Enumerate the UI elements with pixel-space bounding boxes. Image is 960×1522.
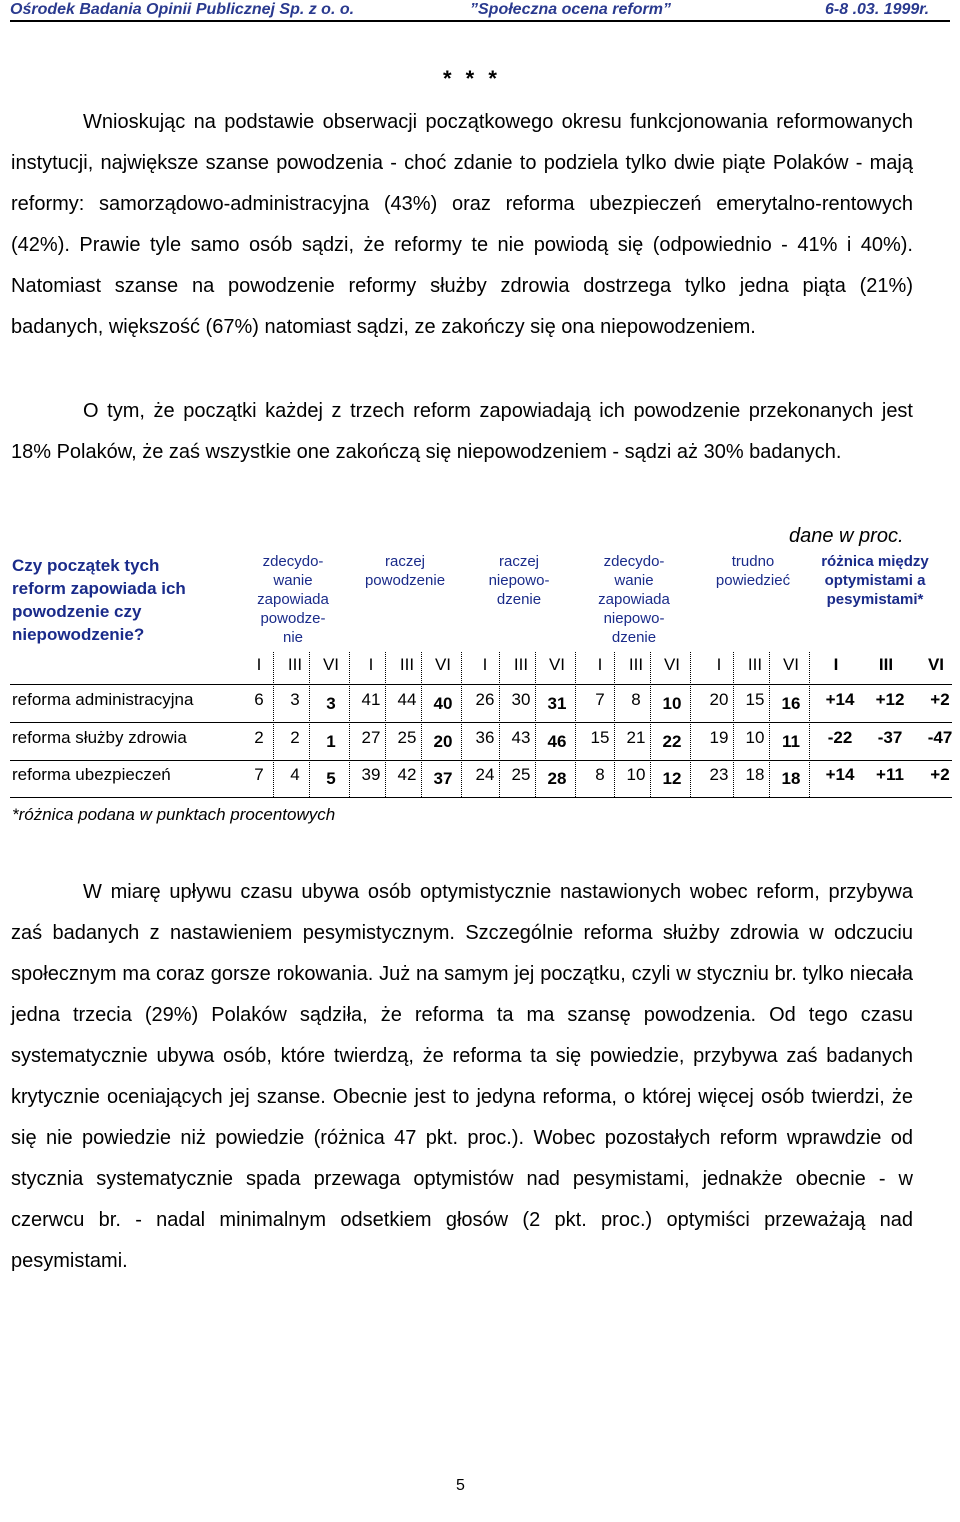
column-divider (614, 652, 615, 797)
wave-subheader: VI (782, 655, 800, 674)
wave-subheader: VI (322, 655, 340, 674)
column-header: trudno powiedzieć (715, 553, 791, 589)
wave-subheader: VI (548, 655, 566, 674)
paragraph-summary: O tym, że początki każdej z trzech reform zapowiadają ich powodzenie przekonanych jest 18% Polaków, że zaś wszystkie one zakończą się niepowodzeniem - sądzi aż 30% badanych. (11, 400, 913, 463)
table-row-label: reforma służby zdrowia (12, 728, 187, 747)
table-cell: +14 (825, 690, 855, 709)
table-cell: 25 (511, 765, 531, 784)
table-cell: 46 (547, 732, 567, 751)
table-cell: 3 (290, 690, 300, 709)
table-cell: 36 (475, 728, 495, 747)
header-institution: Ośrodek Badania Opinii Publicznej Sp. z o. o. (10, 1, 355, 18)
wave-subheader: I (833, 655, 839, 674)
table-cell: +2 (930, 690, 950, 709)
column-divider (809, 652, 810, 797)
table-cell: 27 (361, 728, 381, 747)
table-cell: 42 (397, 765, 417, 784)
table-cell: -22 (827, 728, 853, 747)
wave-subheader: III (287, 655, 303, 674)
table-cell: 8 (595, 765, 605, 784)
wave-subheader: I (368, 655, 374, 674)
column-header: raczej powodzenie (364, 553, 446, 589)
table-cell: 43 (511, 728, 531, 747)
column-divider (273, 652, 274, 797)
unit-note: dane w proc. (789, 525, 904, 547)
wave-subheader: I (482, 655, 488, 674)
column-header: raczej niepowo- dzenie (488, 553, 550, 608)
table-cell: 3 (326, 694, 336, 713)
page-number: 5 (456, 1477, 465, 1494)
table-cell: 37 (433, 769, 453, 788)
table-cell: 2 (254, 728, 264, 747)
header-date: 6-8 .03. 1999r. (825, 1, 930, 18)
table-cell: 19 (709, 728, 729, 747)
wave-subheader: III (878, 655, 894, 674)
wave-subheader: VI (663, 655, 681, 674)
table-cell: 30 (511, 690, 531, 709)
table-cell: 40 (433, 694, 453, 713)
table-cell: 15 (745, 690, 765, 709)
table-cell: 22 (662, 732, 682, 751)
wave-subheader: III (628, 655, 644, 674)
column-header: różnica między optymistami a pesymistami* (821, 553, 929, 608)
table-cell: +11 (876, 765, 904, 784)
table-rule (10, 722, 952, 723)
table-cell: 24 (475, 765, 495, 784)
column-divider (650, 652, 651, 797)
table-cell: 31 (547, 694, 567, 713)
table-cell: 25 (397, 728, 417, 747)
table-cell: 8 (631, 690, 641, 709)
table-cell: 39 (361, 765, 381, 784)
wave-subheader: III (747, 655, 763, 674)
wave-subheader: I (256, 655, 262, 674)
table-cell: 23 (709, 765, 729, 784)
column-divider (349, 652, 350, 797)
wave-subheader: I (597, 655, 603, 674)
column-divider (690, 652, 691, 797)
table-cell: 18 (745, 765, 765, 784)
table-footnote: *różnica podana w punktach procentowych (12, 805, 336, 824)
column-divider (461, 652, 462, 797)
table-rule (10, 684, 952, 685)
column-divider (575, 652, 576, 797)
column-header: zdecydo- wanie zapowiada niepowo- dzenie (598, 553, 670, 646)
wave-subheader: III (513, 655, 529, 674)
table-cell: +12 (875, 690, 905, 709)
table-cell: 41 (361, 690, 381, 709)
table-cell: 5 (326, 769, 336, 788)
page-header (10, 0, 950, 22)
table-cell: 10 (626, 765, 646, 784)
table-cell: -47 (927, 728, 953, 747)
column-divider (309, 652, 310, 797)
table-question: Czy początek tych reform zapowiada ich powodzenie czy niepowodzenie? (12, 556, 186, 644)
table-cell: 16 (781, 694, 801, 713)
table-rule (10, 797, 952, 798)
paragraph-intro: Wnioskując na podstawie obserwacji początkowego okresu funkcjonowania reformowanych instytucji, największe szanse powodzenia - choć zdanie to podziela tylko dwie piąte Polaków - mają reformy: samorządowo-administracyjna (43%) oraz reforma ubezpieczeń emerytalno-rentowych (42%). Prawie tyle samo osób sądzi, że reformy te nie powiodą się (odpowiednio - 41% i 40%). Natomiast szanse na powodzenie reformy służby zdrowia dostrzega tylko jedna piąta (21%) badanych, większość (67%) natomiast sądzi, ze zakończy się ona niepowodzeniem. (11, 111, 913, 338)
column-divider (733, 652, 734, 797)
table-cell: -37 (877, 728, 903, 747)
table-cell: 20 (433, 732, 453, 751)
table-cell: 21 (626, 728, 646, 747)
wave-subheader: VI (927, 655, 945, 674)
table-cell: 7 (254, 765, 264, 784)
table-rule (10, 760, 952, 761)
table-cell: 7 (595, 690, 605, 709)
table-row-label: reforma administracyjna (12, 690, 194, 709)
column-divider (499, 652, 500, 797)
table-cell: 15 (590, 728, 610, 747)
table-cell: +2 (930, 765, 950, 784)
column-divider (535, 652, 536, 797)
table-cell: 6 (254, 690, 264, 709)
table-cell: 2 (290, 728, 300, 747)
table-row-label: reforma ubezpieczeń (12, 765, 171, 784)
table-cell: 10 (662, 694, 682, 713)
column-divider (421, 652, 422, 797)
header-report-title: ”Społeczna ocena reform” (470, 1, 671, 18)
table-cell: 10 (745, 728, 765, 747)
table-cell: 11 (782, 732, 800, 751)
column-divider (385, 652, 386, 797)
section-separator: * * * (443, 66, 501, 91)
table-cell: 28 (547, 769, 567, 788)
table-cell: 4 (290, 765, 300, 784)
wave-subheader: I (716, 655, 722, 674)
table-cell: 12 (662, 769, 682, 788)
table-cell: 26 (475, 690, 495, 709)
table-cell: 44 (397, 690, 417, 709)
paragraph-trend: W miarę upływu czasu ubywa osób optymistycznie nastawionych wobec reform, przybywa zaś badanych z nastawieniem pesymistycznym. Szczególnie reforma służby zdrowia w odczuciu społecznym ma coraz gorsze rokowania. Już na samym jej początku, czyli w styczniu br. tylko niecała jedna trzecia (29%) Polaków sądziła, że reforma ta ma szansę powodzenia. Od tego czasu systematycznie ubywa osób, które twierdzą, że reforma ta się powiedzie, przybywa zaś badanych krytycznie oceniających jej szanse. Obecnie jest to jedyna reforma, o której więcej osób twierdzi, że się nie powiedzie niż powiedzie (różnica 47 pkt. proc.). Wobec pozostałych reform wprawdzie od stycznia systematycznie spada przewaga optymistów nad pesymistami, jednakże obecnie - w czerwcu br. - nadal minimalnym odsetkiem głosów (2 pkt. proc.) optymiści przeważają nad pesymistami. (11, 881, 913, 1272)
table-cell: 18 (781, 769, 801, 788)
wave-subheader: III (399, 655, 415, 674)
column-header: zdecydo- wanie zapowiada powodze- nie (257, 553, 329, 646)
table-cell: 20 (709, 690, 729, 709)
wave-subheader: VI (434, 655, 452, 674)
column-divider (769, 652, 770, 797)
table-cell: 1 (326, 732, 336, 751)
table-cell: +14 (825, 765, 855, 784)
